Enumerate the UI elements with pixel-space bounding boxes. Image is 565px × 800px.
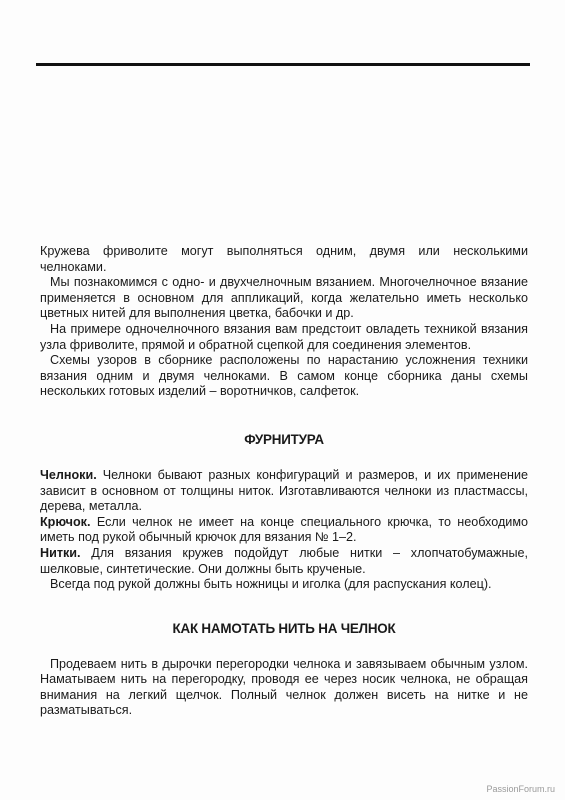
furnitura-item-shuttles [40,468,528,515]
furnitura-section [40,468,528,593]
intro-paragraph-1: Кружева фриволите могут выполняться одним, двумя или несколькими челноками. [40,244,528,274]
furnitura-item-hook [40,515,528,546]
furnitura-note: Всегда под рукой должны быть ножницы и иголка (для распускания колец). [50,577,492,592]
term-threads: Нитки. [40,545,81,560]
intro-paragraph-3: На примере одночелночного вязания вам предстоит овладеть техникой вязания узла фриволите, прямой и обратной сцепкой для соединения элементов. [40,321,528,352]
section-title-wind-thread: КАК НАМОТАТЬ НИТЬ НА ЧЕЛНОК [172,620,396,636]
page-content [40,244,528,719]
intro-paragraph-2: Мы познакомимся с одно- и двухчелночным вязанием. Многочелночное вязание применяется в основном для аппликаций, когда желательно иметь несколько цветных нитей для выполнения цветка, бабочки и др. [40,275,528,321]
section-title-furnitura: ФУРНИТУРА [244,431,324,447]
term-hook: Крючок. [40,514,91,529]
term-shuttles: Челноки. [40,467,97,482]
intro-section [40,244,528,400]
watermark: PassionForum.ru [486,784,555,794]
text-shuttles: Челноки бывают разных конфигураций и размеров, и их применение зависит в основном от толщины ниток. Изготавливаются челноки из пластмассы, дерева, металла. [40,467,528,514]
intro-paragraph-4: Схемы узоров в сборнике расположены по нарастанию усложнения техники вязания одним и двумя челноками. В самом конце сборника даны схемы нескольких готовых изделий – воротничков, салфеток. [40,353,528,399]
text-threads: Для вязания кружев подойдут любые нитки – хлопчатобумажные, шелковые, синтетические. Они должны быть кручeные. [40,545,528,576]
top-rule [36,63,530,66]
wind-thread-paragraph: Продеваем нить в дырочки перегородки челнока и завязываем обычным узлом. Наматываем нить на перегородку, проводя ее через носик челнока, не обращая внимания на легкий щелчок. Полный челнок должен висеть на нитке и не разматываться. [40,656,528,718]
furnitura-item-threads [40,546,528,577]
wind-thread-section [40,657,528,719]
text-hook: Если челнок не имеет на конце специального крючка, то необходимо иметь под рукой обычный крючок для вязания № 1–2. [40,514,528,545]
